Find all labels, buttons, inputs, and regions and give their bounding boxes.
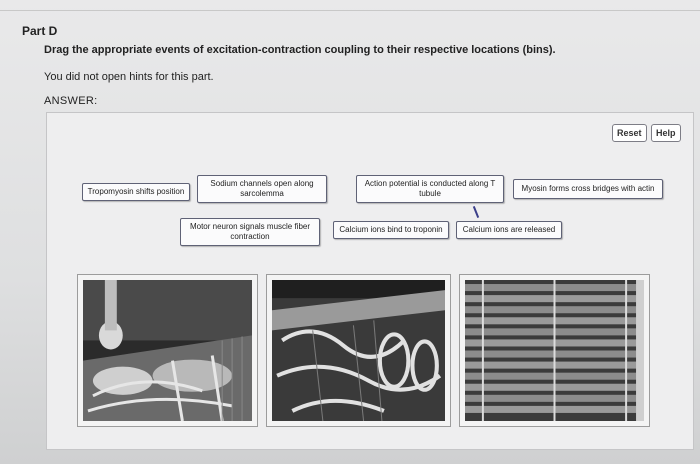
- answer-area: [46, 112, 694, 450]
- drag-label-calcium-bind-troponin[interactable]: Calcium ions bind to troponin: [333, 221, 449, 239]
- hint-status: You did not open hints for this part.: [44, 71, 214, 83]
- reset-button[interactable]: Reset: [612, 124, 647, 142]
- myofibril-image: [465, 280, 644, 421]
- neuromuscular-junction-image: [83, 280, 252, 421]
- top-divider: [0, 10, 700, 11]
- drag-label-sodium-channels[interactable]: Sodium channels open along sarcolemma: [197, 175, 327, 203]
- drop-target-t-tubule[interactable]: [266, 274, 451, 427]
- drag-label-tropomyosin[interactable]: Tropomyosin shifts position: [82, 183, 190, 201]
- drop-target-junction[interactable]: [77, 274, 258, 427]
- drag-label-action-potential[interactable]: Action potential is conducted along T tubule: [356, 175, 504, 203]
- t-tubule-image: [272, 280, 445, 421]
- part-title: Part D: [22, 24, 58, 38]
- help-button[interactable]: Help: [651, 124, 681, 142]
- drop-target-myofibril[interactable]: [459, 274, 650, 427]
- drag-label-calcium-released[interactable]: Calcium ions are released: [456, 221, 562, 239]
- drag-label-myosin-cross-bridges[interactable]: Myosin forms cross bridges with actin: [513, 179, 663, 199]
- drop-pointer: [473, 206, 479, 218]
- drag-label-motor-neuron[interactable]: Motor neuron signals muscle fiber contraction: [180, 218, 320, 246]
- question-prompt: Drag the appropriate events of excitation-contraction coupling to their respective locations (bins).: [44, 44, 556, 56]
- answer-label: ANSWER:: [44, 95, 98, 107]
